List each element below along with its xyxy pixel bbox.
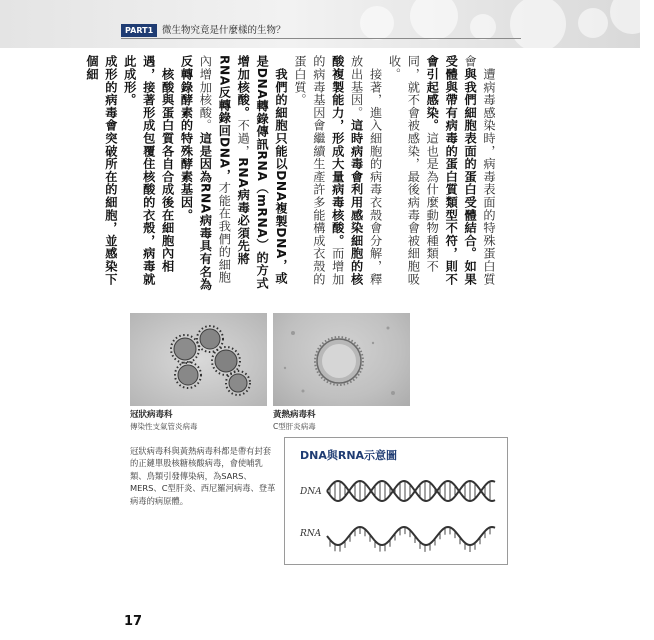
dna-label: DNA <box>300 487 322 497</box>
page-number: 17 <box>124 614 143 629</box>
header-divider <box>121 38 521 39</box>
text-run: 接著，進入細胞的病毒衣殼會分解，釋放出基因。 <box>349 55 383 286</box>
rna-strand <box>327 527 495 545</box>
text-run: 這也是為什麼動物種類不同，就不會被感染，最後病毒會被細胞吸收。 <box>387 55 440 286</box>
body-paragraph <box>120 55 177 291</box>
corona-caption-title: 冠狀病毒科 <box>130 410 173 420</box>
decorative-bubbles <box>340 0 640 48</box>
part-tag: PART1 <box>121 24 157 37</box>
body-paragraph <box>82 55 120 291</box>
header-title: 微生物究竟是什麼樣的生物？ <box>162 25 286 36</box>
text-run: 而增加的病毒基因會繼續生產許多能構成衣殼的蛋白質。 <box>292 55 345 286</box>
flavi-caption-title: 黃熱病毒科 <box>273 410 316 420</box>
text-run: 遭病毒感染時，病毒表面的特殊蛋白質會 <box>463 55 496 286</box>
flavivirus-photo <box>273 313 410 406</box>
text-run: 才能在我們的細胞內增加核酸。 <box>198 55 232 284</box>
body-paragraph <box>385 55 498 291</box>
helix-drawing <box>285 438 507 564</box>
bold-run: RNA病毒必須先將RNA反轉錄回DNA， <box>217 55 251 266</box>
diagram-title: DNA與RNA示意圖 <box>300 449 398 462</box>
rna-label: RNA <box>300 529 322 539</box>
bold-run: 核酸與蛋白質各自合成後在細胞內相遇，接著形成包覆住核酸的衣殼，病毒就此成形。 <box>122 55 175 286</box>
vertical-body-text <box>84 55 498 291</box>
body-paragraph <box>177 55 290 291</box>
bold-run: 我們的細胞只能以DNA複製DNA，或是DNA轉錄傳訊RNA（mRNA）的方式增加核酸。 <box>236 55 289 290</box>
body-paragraph <box>290 55 385 291</box>
coronavirus-photo <box>130 313 267 406</box>
flavi-caption-subtitle: C型肝炎病毒 <box>273 422 316 431</box>
bold-run: 與我們細胞表面的蛋白受體結合。如果受體與帶有病毒的蛋白質類型不符，則不會引起感染。 <box>425 55 478 286</box>
header-band <box>0 0 640 48</box>
dna-rna-diagram <box>284 437 508 565</box>
bold-run: 成形的病毒會突破所在的細胞，並感染下個細 <box>84 55 118 286</box>
bold-run: 這是因為RNA病毒具有名為反轉錄酵素的特殊酵素基因。 <box>179 55 213 291</box>
corona-caption-subtitle: 傳染性支氣管炎病毒 <box>130 422 198 431</box>
bold-run: 這時病毒會利用感染細胞的核酸複製能力，形成大量病毒核酸。 <box>330 55 364 286</box>
text-run: 不過， <box>236 119 251 158</box>
figure-note: 冠狀病毒科與黃熱病毒科都是帶有封套的正鏈單股核糖核酸病毒，會使哺乳類、鳥類引發傳染病，為SARS、MERS、C型肝炎、西尼羅河病毒、登革病毒的病原體。 <box>130 446 276 506</box>
